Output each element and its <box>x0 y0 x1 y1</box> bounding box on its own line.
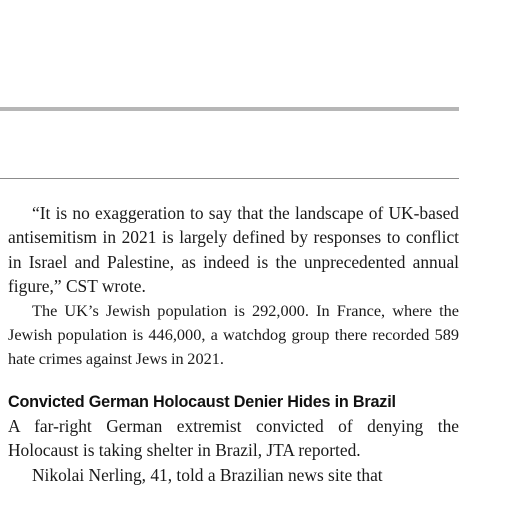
story-paragraph-lead: A far-right German extremist convicted of denying the Holocaust is taking shelter in Brazil, JTA reported. <box>8 415 459 461</box>
section-divider-thin <box>0 178 459 179</box>
article-paragraph-quote: “It is no exaggeration to say that the landscape of UK-based antisemitism in 2021 is largely defined by responses to conflict in Israel and Palestine, as indeed is the unprecedented annual figure,” CST wrote. <box>8 203 459 297</box>
article-column <box>8 201 459 487</box>
story-headline: Convicted German Holocaust Denier Hides in Brazil <box>8 392 396 411</box>
section-divider-thick <box>0 107 459 111</box>
story-paragraph-second: Nikolai Nerling, 41, told a Brazilian news site that <box>32 464 383 485</box>
article-paragraph-population: The UK’s Jewish population is 292,000. In France, where the Jewish population is 446,000, a watchdog group there recorded 589 hate crimes against Jews in 2021. <box>8 300 459 369</box>
